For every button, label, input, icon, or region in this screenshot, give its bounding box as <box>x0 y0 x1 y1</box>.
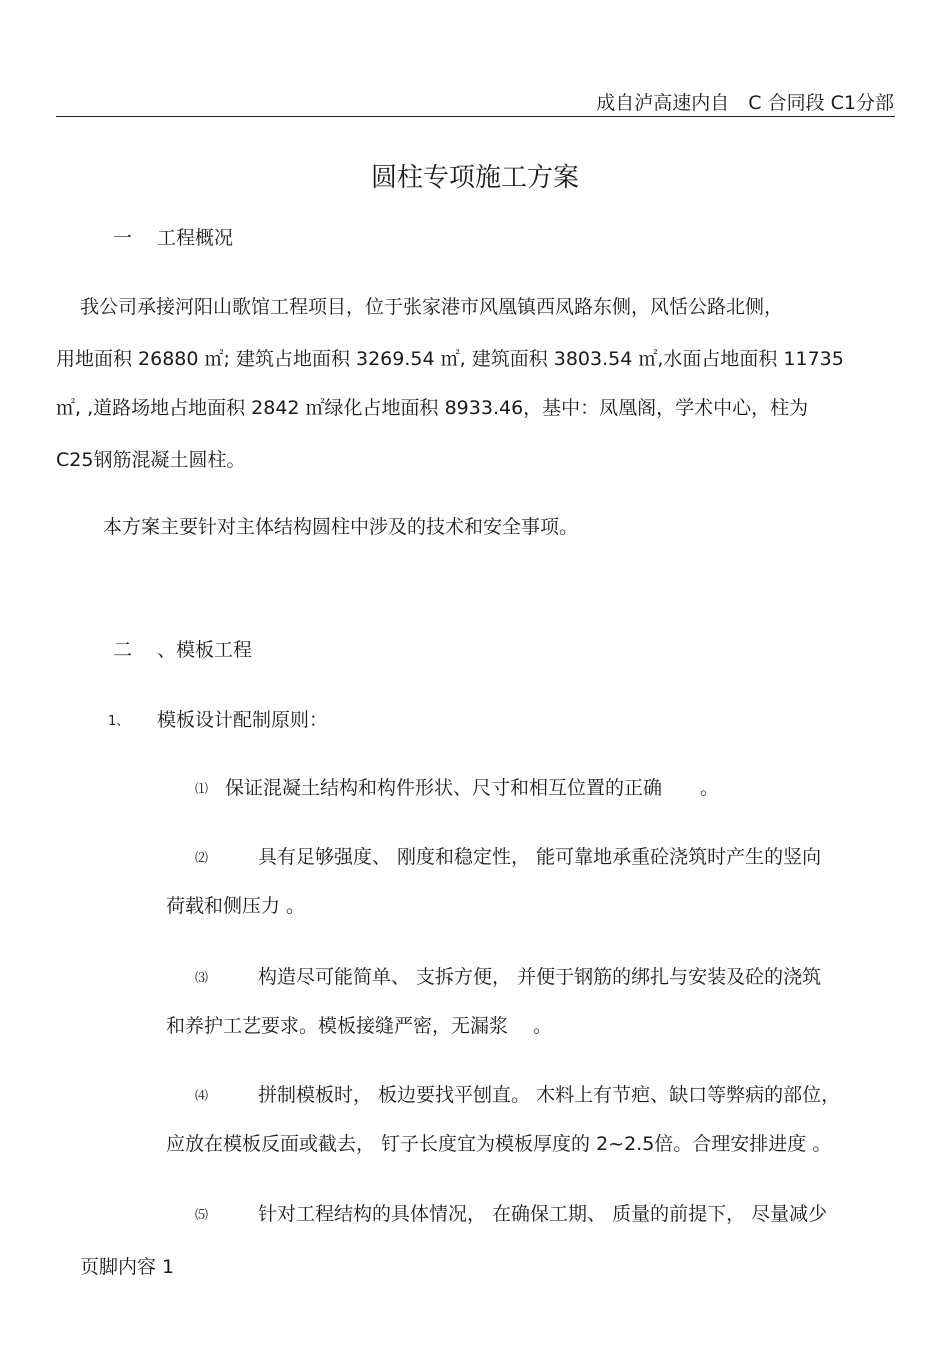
item-2-text-cont: 荷载和侧压力 。 <box>166 895 306 917</box>
overview-line-4: C25钢筋混凝土圆柱。 <box>56 449 246 471</box>
subsection-number: 1、 <box>108 714 130 729</box>
overview-line-2: 用地面积 26880 ㎡; 建筑占地面积 3269.54 ㎡, 建筑面积 3803.54 ㎡,水面占地面积 11735 <box>56 348 844 370</box>
subsection-heading: 模板设计配制原则： <box>157 709 329 731</box>
item-3-text-cont: 和养护工艺要求。模板接缝严密，无漏浆 。 <box>166 1015 553 1037</box>
item-3-number: ⑶ <box>195 971 209 986</box>
item-4-text: 拼制模板时， 板边要找平刨直。 木料上有节疤、缺口等弊病的部位， <box>258 1084 841 1106</box>
scope-note: 本方案主要针对主体结构圆柱中涉及的技术和安全事项。 <box>103 516 579 538</box>
item-4-text-cont: 应放在模板反面或截去， 钉子长度宜为模板厚度的 2~2.5倍。合理安排进度 。 <box>166 1133 832 1155</box>
page-footer: 页脚内容 1 <box>80 1256 175 1278</box>
item-5-number: ⑸ <box>195 1208 209 1223</box>
header-rule <box>56 116 895 117</box>
section2-number: 二 <box>113 639 133 661</box>
item-5-text: 针对工程结构的具体情况， 在确保工期、 质量的前提下， 尽量减少 <box>258 1203 828 1225</box>
item-1-text: 保证混凝土结构和构件形状、尺寸和相互位置的正确 。 <box>225 777 720 799</box>
item-1-number: ⑴ <box>195 782 209 797</box>
page-header: 成自泸高速内自 C 合同段 C1分部 <box>596 92 894 114</box>
overview-line-3: ㎡, ,道路场地占地面积 2842 ㎡绿化占地面积 8933.46，基中：凤凰阁，学术中心，柱为 <box>56 397 809 419</box>
item-3-text: 构造尽可能简单、 支拆方便， 并便于钢筋的绑扎与安装及砼的浇筑 <box>258 966 822 988</box>
document-title: 圆柱专项施工方案 <box>370 163 579 193</box>
section2-heading: 、模板工程 <box>157 639 253 661</box>
section1-number: 一 <box>113 227 133 249</box>
item-2-number: ⑵ <box>195 851 209 866</box>
section1-heading: 工程概况 <box>157 227 234 249</box>
item-4-number: ⑷ <box>195 1089 209 1104</box>
item-2-text: 具有足够强度、 刚度和稳定性， 能可靠地承重砼浇筑时产生的竖向 <box>258 846 822 868</box>
overview-line-1: 我公司承接河阳山歌馆工程项目，位于张家港市风凰镇西凤路东侧，风恬公路北侧， <box>80 296 784 318</box>
